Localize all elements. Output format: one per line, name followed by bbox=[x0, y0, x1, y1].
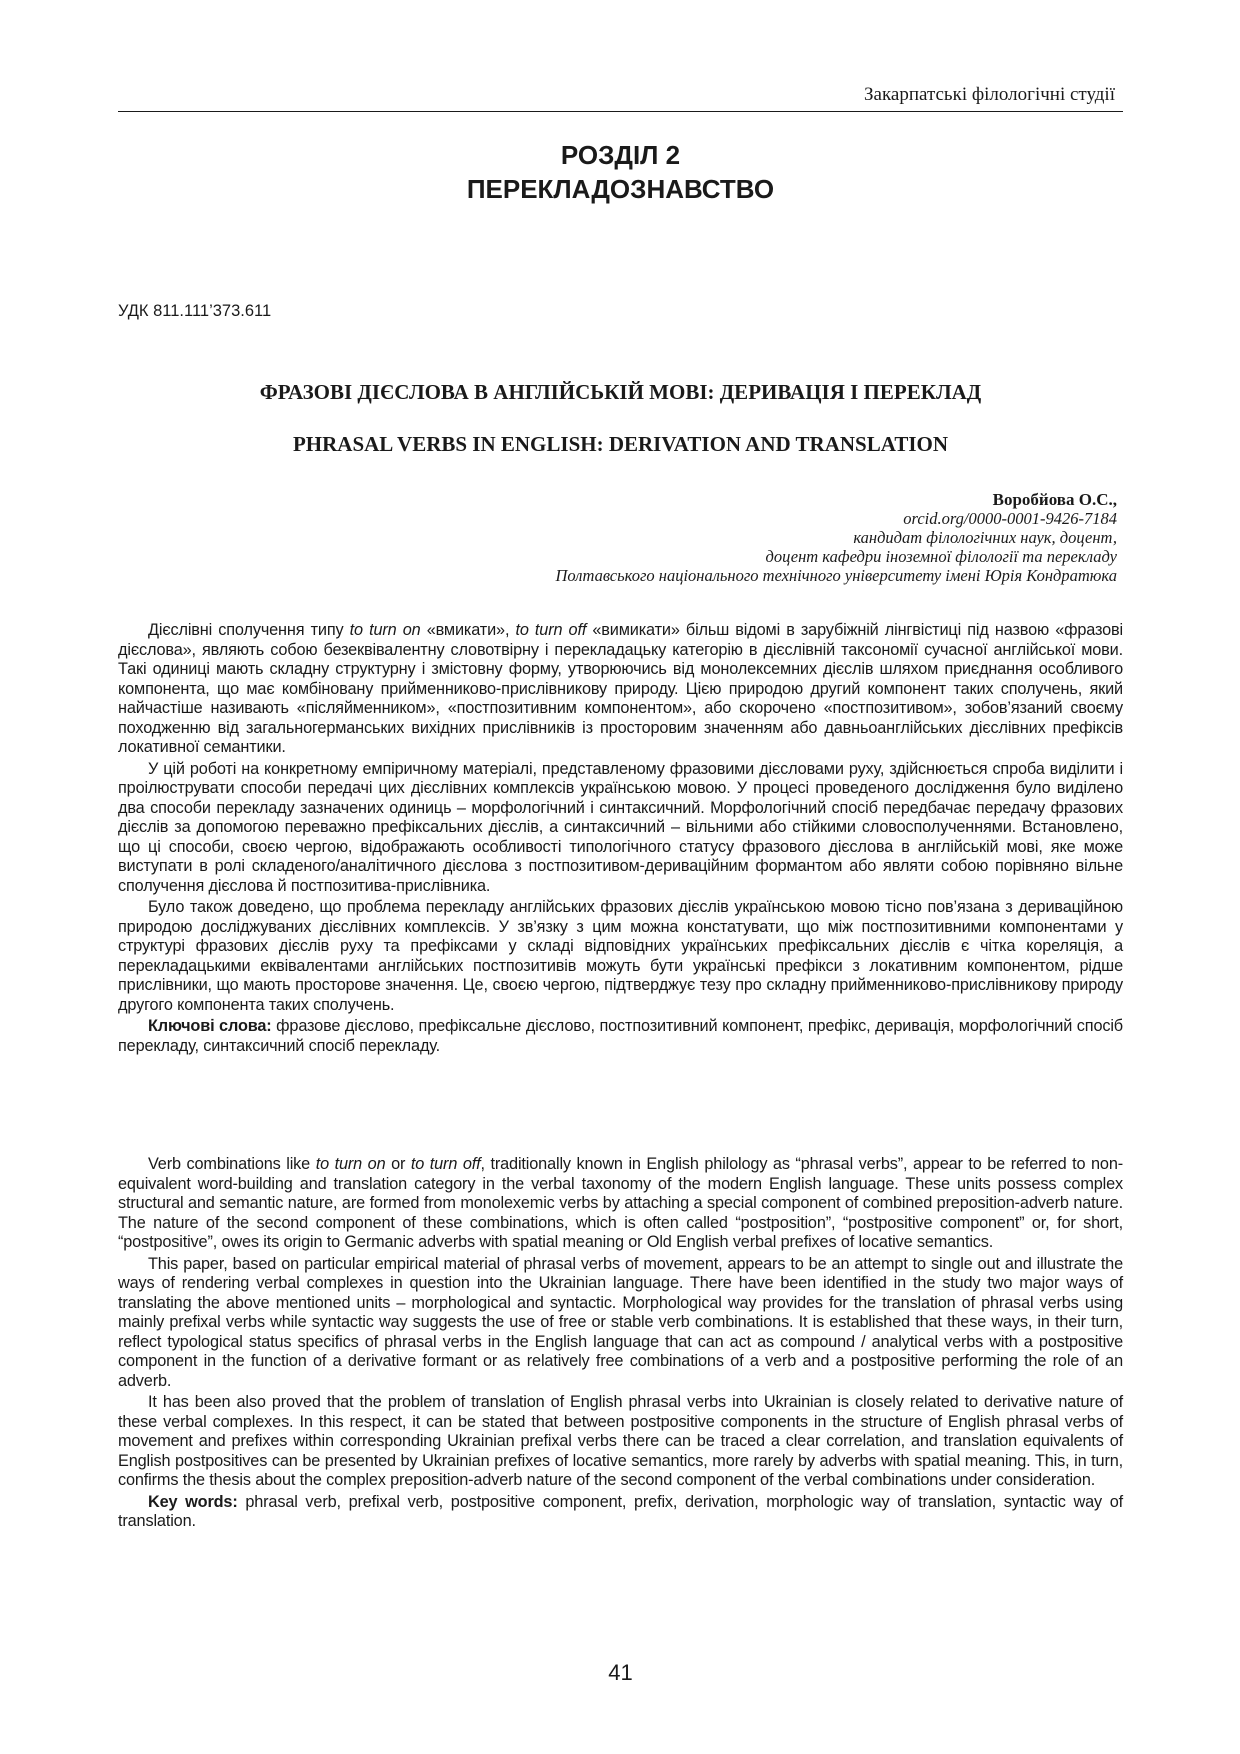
section-title: ПЕРЕКЛАДОЗНАВСТВО bbox=[466, 174, 775, 204]
udk-code: УДК 811.111’373.611 bbox=[118, 302, 272, 320]
keywords-en bbox=[118, 1493, 1123, 1532]
header-rule bbox=[118, 111, 1123, 112]
page-number: 41 bbox=[608, 1660, 633, 1685]
keywords-en-text: phrasal verb, prefixal verb, postpositive component, prefix, derivation, morphologic way of translation, syntactic way of translation. bbox=[118, 1492, 1123, 1530]
author-degree: кандидат філологічних наук, доцент, bbox=[853, 528, 1117, 547]
author-affiliation: Полтавського національного технічного університету імені Юрія Кондратюка bbox=[555, 566, 1117, 585]
abstract-ua-paragraph-1: Дієслівні сполучення типу to turn on «вмикати», to turn off «вимикати» більш відомі в зарубіжній лінгвістиці під назвою «фразові дієслова», являють собою безеквівалентну словотвірну і перекладацьку категорію в дієслівній таксономії сучасної англійської мови. Такі одиниці мають складну структурну і змістовну форму, утворюючись від монолексемних дієслів шляхом приєднання особливого компонента, що має комбіновану прийменниково-прислівникову природу. Цією природою другий компонент таких сполучень, який найчастіше називають «післяйменником», «постпозитивним компонентом», або скорочено «постпозитивом», зобов’язаний своєму походженню від загальногерманських вихідних прислівників із просторовим значенням або давньоанглійських дієслівних префіксів локативної семантики. bbox=[118, 621, 1123, 756]
author-name: Воробйова О.С., bbox=[992, 490, 1117, 509]
keywords-ua-text: фразове дієслово, префіксальне дієслово, постпозитивний компонент, префікс, деривація, морфологічний спосіб перекладу, синтаксичний спосіб перекладу. bbox=[118, 1017, 1123, 1055]
running-header: Закарпатські філологічні студії bbox=[864, 84, 1115, 105]
author-position: доцент кафедри іноземної філології та перекладу bbox=[765, 547, 1117, 566]
abstract-ua-paragraph-3: Було також доведено, що проблема перекладу англійських фразових дієслів українською мовою тісно пов’язана з дериваційною природою досліджуваних дієслівних комплексів. У зв’язку з цим можна констатувати, що між постпозитивними компонентами у структурі фразових дієслів руху та префіксами у складі відповідних українських префіксальних дієслів є чітка кореляція, а перекладацькими еквівалентами англійських постпозитивів можуть бути українські префікси з локативним компонентом, рідше прислівники, що мають просторове значення. Це, своєю чергою, підтверджує тезу про складну прийменниково-прислівникову природу другого компонента таких сполучень. bbox=[118, 898, 1123, 1014]
keywords-ua-label: Ключові слова: bbox=[148, 1017, 272, 1035]
author-block bbox=[556, 490, 1117, 585]
abstract-ua-paragraph-2: У цій роботі на конкретному емпіричному матеріалі, представленому фразовими дієсловами руху, здійснюється спроба виділити і проілюструвати способи передачі цих дієслівних комплексів українською мовою. У процесі проведеного дослідження було виділено два способи перекладу зазначених одиниць – морфологічний і синтаксичний. Морфологічний спосіб передбачає передачу фразових дієслів за допомогою переважно префіксальних дієслів, а синтаксичний – вільними або стійкими словосполученнями. Встановлено, що ці способи, своєю чергою, відображають особливості типологічного статусу фразового дієслова в англійській мові, яке може виступати в ролі складеного/аналітичного дієслова з постпозитивом-дериваційним формантом або являти собою порівняно вільне сполучення дієслова й постпозитива-прислівника. bbox=[118, 759, 1123, 895]
article-title-en: PHRASAL VERBS IN ENGLISH: DERIVATION AND TRANSLATION bbox=[292, 432, 949, 456]
abstract-en-paragraph-1: Verb combinations like to turn on or to turn off, traditionally known in English philology as “phrasal verbs”, appear to be referred to non-equivalent word-building and translation category in the verbal taxonomy of the modern English language. These units possess complex structural and semantic nature, are formed from monolexemic verbs by attaching a special component of combined preposition-adverb nature. The nature of the second component of these combinations, which is often called “postposition”, “postpositive component” or, for short, “postpositive”, owes its origin to Germanic adverbs with spatial meaning or Old English verbal prefixes of locative semantics. bbox=[118, 1155, 1123, 1251]
abstract-en-paragraph-3: It has been also proved that the problem of translation of English phrasal verbs into Ukrainian is closely related to derivative nature of these verbal complexes. In this respect, it can be stated that between postpositive components in the structure of English phrasal verbs of movement and prefixes within corresponding Ukrainian prefixal verbs there can be traced a clear correlation, and translation equivalents of English postpositives can be presented by Ukrainian prefixes of locative semantics, more rarely by adverbs with spatial meaning. This, in turn, confirms the thesis about the complex preposition-adverb nature of the second component of the verbal combinations under consideration. bbox=[118, 1393, 1123, 1489]
abstract-ua bbox=[118, 621, 1123, 1058]
section-number: РОЗДІЛ 2 bbox=[560, 140, 681, 170]
abstract-en bbox=[118, 1155, 1123, 1534]
keywords-ua bbox=[118, 1017, 1123, 1056]
abstract-en-paragraph-2: This paper, based on particular empirical material of phrasal verbs of movement, appears to be an attempt to single out and illustrate the ways of rendering verbal complexes in question into the Ukrainian language. There have been identified in the study two major ways of translating the above mentioned units – morphological and syntactic. Morphological way provides for the translation of phrasal verbs using mainly prefixal verbs while syntactic way suggests the use of free or stable verb combinations. It is established that these ways, in their turn, reflect typological status specifics of phrasal verbs in the English language that can act as compound / analytical verbs with a postpositive component in the function of a derivative formant or as relatively free combinations of a verb and a postpositive performing the role of an adverb. bbox=[118, 1254, 1123, 1390]
author-orcid[interactable]: orcid.org/0000-0001-9426-7184 bbox=[903, 509, 1117, 528]
keywords-en-label: Key words: bbox=[148, 1492, 238, 1511]
article-title-ua: ФРАЗОВІ ДІЄСЛОВА В АНГЛІЙСЬКІЙ МОВІ: ДЕРИВАЦІЯ І ПЕРЕКЛАД bbox=[259, 380, 982, 404]
